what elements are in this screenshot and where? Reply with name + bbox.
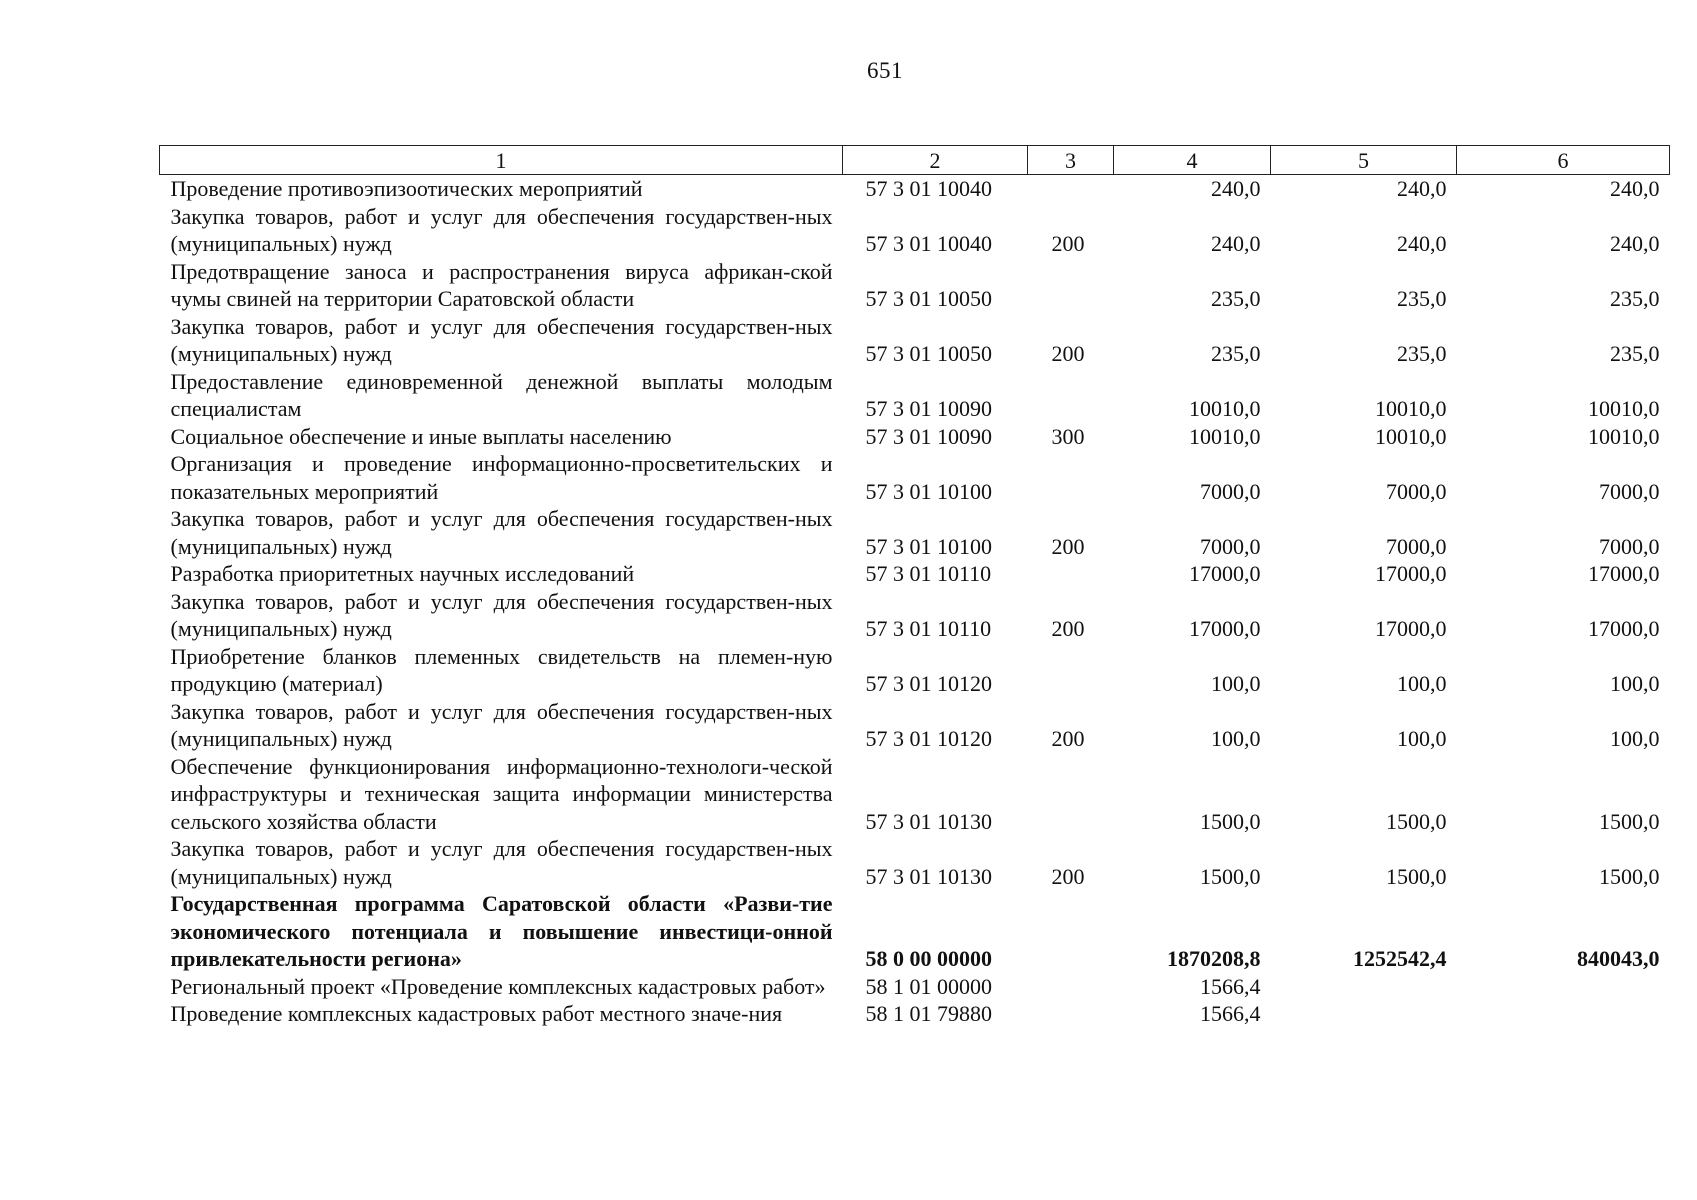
row-value-col5: 10010,0 — [1375, 396, 1447, 421]
row-value-col4: 10010,0 — [1189, 396, 1261, 421]
row-expense-type: 200 — [1051, 726, 1085, 751]
row-value-col5: 1500,0 — [1386, 863, 1447, 889]
row-value-col6: 100,0 — [1610, 726, 1660, 751]
row-value-col4: 17000,0 — [1189, 616, 1261, 641]
row-expense-type: 200 — [1051, 533, 1085, 559]
row-value-col6: 240,0 — [1610, 231, 1660, 256]
column-header-3: 3 — [1028, 146, 1114, 175]
row-code: 57 3 01 10100 — [865, 533, 992, 559]
row-value-col6: 7000,0 — [1599, 533, 1660, 559]
row-name: Предотвращение заноса и распространения вируса африкан-ской чумы свиней на территории Саратовской области — [170, 258, 833, 311]
row-value-col5: 235,0 — [1397, 341, 1447, 366]
row-value-col4: 10010,0 — [1189, 423, 1261, 449]
row-code: 57 3 01 10130 — [865, 808, 992, 834]
column-header-4: 4 — [1114, 146, 1271, 175]
row-expense-type: 200 — [1051, 863, 1085, 889]
row-value-col5: 240,0 — [1397, 231, 1447, 256]
row-value-col5: 7000,0 — [1386, 533, 1447, 559]
table-body — [160, 175, 1670, 1028]
table-row — [160, 203, 1670, 258]
row-expense-type — [1028, 1000, 1114, 1028]
row-name: Обеспечение функционирования информационно-технологи-ческой инфраструктуры и техническая защита информации министерства сельского хозяйства области — [170, 753, 833, 834]
column-header-6: 6 — [1457, 146, 1670, 175]
row-code: 57 3 01 10040 — [865, 231, 992, 256]
row-expense-type — [1028, 368, 1114, 423]
row-value-col6: 100,0 — [1610, 671, 1660, 696]
row-name: Проведение противоэпизоотических мероприятий — [170, 176, 643, 201]
table-row — [160, 313, 1670, 368]
table-row — [160, 835, 1670, 890]
row-name: Разработка приоритетных научных исследований — [170, 561, 635, 586]
row-code: 57 3 01 10040 — [865, 176, 992, 201]
table-row — [160, 560, 1670, 588]
header-row — [160, 146, 1670, 175]
row-value-col5: 10010,0 — [1375, 423, 1447, 449]
row-name: Организация и проведение информационно-просветительских и показательных мероприятий — [170, 451, 833, 504]
row-value-col5: 1500,0 — [1386, 808, 1447, 834]
row-code: 58 0 00 00000 — [865, 946, 992, 971]
row-value-col6: 840043,0 — [1577, 946, 1660, 971]
row-value-col6: 235,0 — [1610, 341, 1660, 366]
row-code: 57 3 01 10110 — [865, 561, 992, 586]
row-expense-type: 200 — [1051, 616, 1085, 641]
row-value-col4: 240,0 — [1211, 231, 1261, 256]
row-value-col4: 100,0 — [1211, 671, 1261, 696]
row-value-col4: 1566,4 — [1200, 1001, 1261, 1026]
row-name: Региональный проект «Проведение комплексных кадастровых работ» — [170, 973, 826, 999]
row-value-col6: 240,0 — [1610, 176, 1660, 201]
row-value-col4: 240,0 — [1211, 176, 1261, 201]
row-expense-type — [1028, 560, 1114, 588]
row-code: 57 3 01 10110 — [865, 616, 992, 641]
table-row — [160, 890, 1670, 973]
row-name: Закупка товаров, работ и услуг для обеспечения государствен-ных (муниципальных) нужд — [170, 836, 833, 889]
row-value-col4: 235,0 — [1211, 286, 1261, 311]
column-header-5: 5 — [1271, 146, 1457, 175]
row-name: Проведение комплексных кадастровых работ местного значе-ния — [170, 1001, 783, 1026]
row-expense-type — [1028, 258, 1114, 313]
column-header-2: 2 — [843, 146, 1028, 175]
row-expense-type: 300 — [1051, 423, 1085, 449]
table-row — [160, 450, 1670, 505]
row-value-col6: 17000,0 — [1588, 616, 1660, 641]
row-code: 57 3 01 10120 — [865, 726, 992, 751]
row-expense-type — [1028, 753, 1114, 836]
row-value-col5: 1252542,4 — [1353, 946, 1447, 971]
row-expense-type: 200 — [1051, 231, 1085, 256]
row-expense-type: 200 — [1051, 341, 1085, 366]
table-header — [160, 146, 1670, 175]
row-name: Предоставление единовременной денежной выплаты молодым специалистам — [170, 368, 833, 421]
table-row — [160, 423, 1670, 451]
row-value-col4: 100,0 — [1211, 726, 1261, 751]
row-code: 57 3 01 10090 — [865, 423, 992, 449]
table-row — [160, 505, 1670, 560]
row-expense-type — [1028, 643, 1114, 698]
row-name: Закупка товаров, работ и услуг для обеспечения государствен-ных (муниципальных) нужд — [170, 313, 833, 366]
row-expense-type — [1028, 890, 1114, 973]
row-code: 57 3 01 10050 — [865, 286, 992, 311]
row-value-col4: 1566,4 — [1200, 973, 1261, 999]
row-value-col6: 7000,0 — [1599, 478, 1660, 504]
row-value-col4: 1500,0 — [1200, 808, 1261, 834]
row-name: Приобретение бланков племенных свидетельств на племен-ную продукцию (материал) — [170, 643, 833, 696]
row-code: 57 3 01 10120 — [865, 671, 992, 696]
row-code: 57 3 01 10130 — [865, 863, 992, 889]
row-value-col6: 1500,0 — [1599, 863, 1660, 889]
row-code: 58 1 01 79880 — [865, 1001, 992, 1026]
row-name: Закупка товаров, работ и услуг для обеспечения государствен-ных (муниципальных) нужд — [170, 506, 833, 559]
row-value-col4: 17000,0 — [1189, 561, 1261, 586]
column-header-1: 1 — [160, 146, 843, 175]
row-value-col5: 100,0 — [1397, 671, 1447, 696]
row-code: 57 3 01 10090 — [865, 396, 992, 421]
row-value-col5 — [1271, 973, 1457, 1001]
row-name: Закупка товаров, работ и услуг для обеспечения государствен-ных (муниципальных) нужд — [170, 203, 833, 256]
row-value-col5: 17000,0 — [1375, 616, 1447, 641]
table-row — [160, 588, 1670, 643]
table-row — [160, 175, 1670, 203]
row-value-col6: 1500,0 — [1599, 808, 1660, 834]
row-expense-type — [1028, 973, 1114, 1001]
row-value-col5: 7000,0 — [1386, 478, 1447, 504]
row-name: Закупка товаров, работ и услуг для обеспечения государствен-ных (муниципальных) нужд — [170, 588, 833, 641]
row-value-col5: 235,0 — [1397, 286, 1447, 311]
row-code: 58 1 01 00000 — [865, 973, 992, 999]
row-value-col6 — [1457, 1000, 1670, 1028]
row-expense-type — [1028, 450, 1114, 505]
table-row — [160, 1000, 1670, 1028]
row-value-col4: 1500,0 — [1200, 863, 1261, 889]
row-value-col4: 1870208,8 — [1167, 946, 1261, 971]
row-value-col6 — [1457, 973, 1670, 1001]
row-value-col4: 235,0 — [1211, 341, 1261, 366]
row-name: Социальное обеспечение и иные выплаты населению — [170, 423, 672, 449]
row-name: Государственная программа Саратовской области «Разви-тие экономического потенциала и повышение инвестици-онной привлекательности региона» — [170, 891, 833, 971]
row-value-col5: 17000,0 — [1375, 561, 1447, 586]
page-number: 651 — [867, 58, 903, 83]
row-value-col5 — [1271, 1000, 1457, 1028]
table-row — [160, 368, 1670, 423]
row-value-col5: 100,0 — [1397, 726, 1447, 751]
row-code: 57 3 01 10100 — [865, 478, 992, 504]
row-value-col6: 10010,0 — [1588, 396, 1660, 421]
table-row — [160, 258, 1670, 313]
table-row — [160, 643, 1670, 698]
row-value-col6: 17000,0 — [1588, 561, 1660, 586]
row-value-col4: 7000,0 — [1200, 478, 1261, 504]
budget-table — [159, 145, 1670, 1028]
row-value-col5: 240,0 — [1397, 176, 1447, 201]
row-value-col6: 235,0 — [1610, 286, 1660, 311]
row-expense-type — [1028, 175, 1114, 203]
row-value-col6: 10010,0 — [1588, 423, 1660, 449]
row-name: Закупка товаров, работ и услуг для обеспечения государствен-ных (муниципальных) нужд — [170, 698, 833, 751]
row-value-col4: 7000,0 — [1200, 533, 1261, 559]
row-code: 57 3 01 10050 — [865, 341, 992, 366]
table-row — [160, 753, 1670, 836]
table-row — [160, 698, 1670, 753]
table-row — [160, 973, 1670, 1001]
